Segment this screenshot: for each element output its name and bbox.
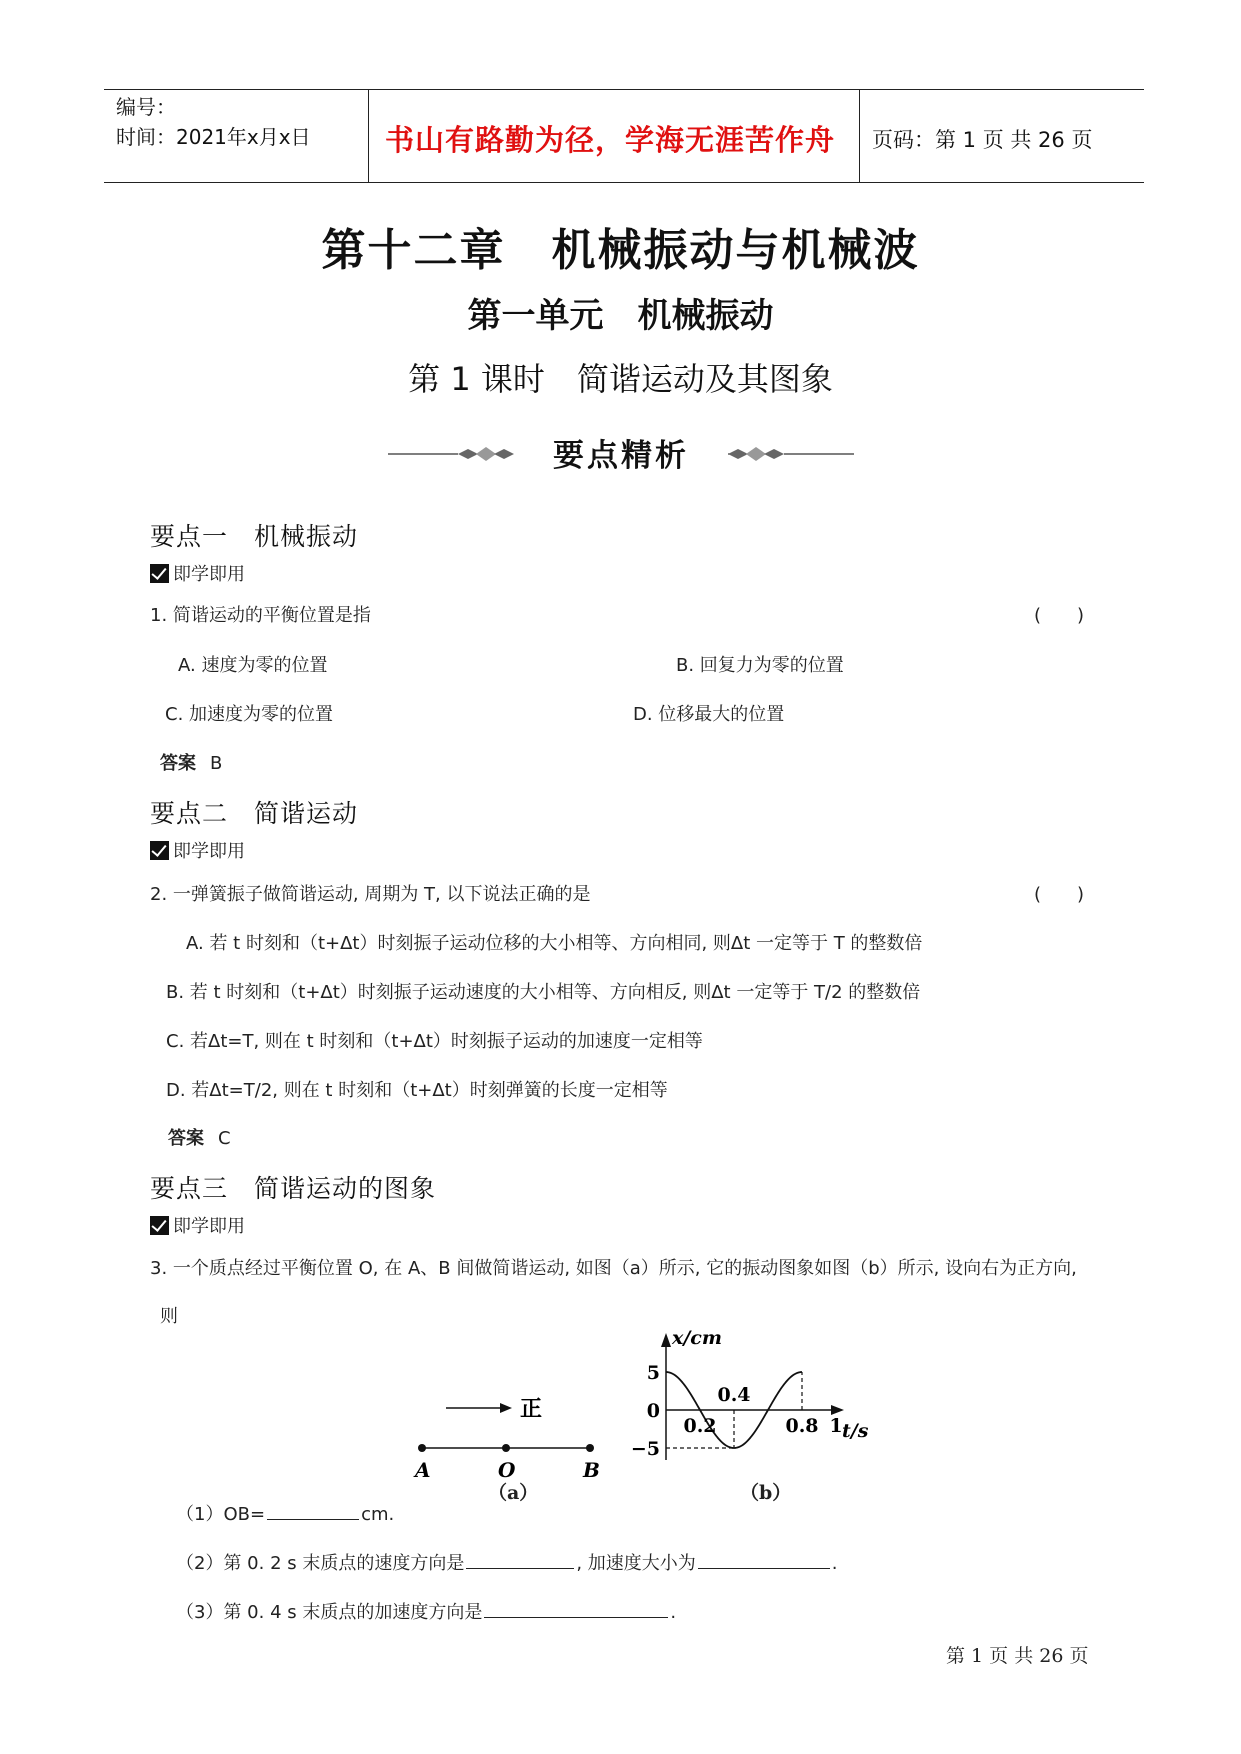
q2-answer-value: C bbox=[218, 1128, 231, 1149]
figure-b-chart bbox=[620, 1325, 870, 1475]
q1-option-a: A. 速度为零的位置 bbox=[178, 655, 328, 676]
q3-sub2-text: （2）第 0. 2 s 末质点的速度方向是 bbox=[176, 1553, 465, 1574]
figure-b-caption: （b） bbox=[740, 1482, 792, 1504]
checkbox-icon bbox=[150, 841, 169, 860]
practice-label-1 bbox=[150, 560, 245, 586]
q2-stem: 2. 一弹簧振子做简谐运动, 周期为 T, 以下说法正确的是 bbox=[150, 884, 591, 905]
banner-title: 要点精析 bbox=[553, 438, 689, 474]
point-B-dot bbox=[586, 1444, 594, 1452]
q1-option-d: D. 位移最大的位置 bbox=[633, 704, 785, 725]
q3-sub3-blank[interactable] bbox=[484, 1599, 668, 1618]
point-A-label: A bbox=[415, 1458, 431, 1482]
header-divider-right bbox=[859, 89, 860, 182]
q3-sub1-blank[interactable] bbox=[267, 1501, 359, 1520]
y-tick-label: 5 bbox=[646, 1362, 660, 1384]
q3-sub3 bbox=[176, 1598, 676, 1624]
q3-sub2 bbox=[176, 1549, 838, 1575]
q3-sub3-text: （3）第 0. 4 s 末质点的加速度方向是 bbox=[176, 1602, 483, 1623]
x-tick-label: 0.4 bbox=[717, 1384, 751, 1406]
q1-option-b: B. 回复力为零的位置 bbox=[676, 655, 844, 676]
x-axis-arrow bbox=[831, 1405, 844, 1415]
chapter-title: 第十二章 机械振动与机械波 bbox=[321, 225, 920, 276]
q2-option-a: A. 若 t 时刻和（t+Δt）时刻振子运动位移的大小相等、方向相同, 则Δt 一定等于 T 的整数倍 bbox=[186, 933, 923, 954]
x-axis-label: t/s bbox=[842, 1420, 869, 1442]
q3-sub2-blank-2[interactable] bbox=[698, 1550, 830, 1569]
q1-answer-value: B bbox=[210, 753, 223, 774]
q3-sub1 bbox=[176, 1500, 394, 1526]
point-O-label: O bbox=[498, 1458, 516, 1482]
y-axis-label: x/cm bbox=[672, 1327, 722, 1349]
q2-option-d: D. 若Δt=T/2, 则在 t 时刻和（t+Δt）时刻弹簧的长度一定相等 bbox=[166, 1080, 668, 1101]
q3-stem-line2: 则 bbox=[160, 1306, 178, 1327]
checkbox-icon bbox=[150, 1216, 169, 1235]
x-tick-label: 0.2 bbox=[683, 1415, 717, 1437]
q1-answer bbox=[160, 749, 222, 775]
practice-label-3 bbox=[150, 1212, 245, 1238]
section-heading-3: 要点三 简谐运动的图象 bbox=[150, 1174, 437, 1203]
q3-sub2-end: . bbox=[831, 1553, 838, 1574]
point-B-label: B bbox=[583, 1458, 600, 1482]
unit-title: 第一单元 机械振动 bbox=[467, 296, 774, 336]
header-top-rule bbox=[104, 89, 1144, 90]
answer-label: 答案 bbox=[168, 1128, 204, 1149]
q2-option-b: B. 若 t 时刻和（t+Δt）时刻振子运动速度的大小相等、方向相反, 则Δt 一定等于 T/2 的整数倍 bbox=[166, 982, 921, 1003]
lesson-title: 第 1 课时 简谐运动及其图象 bbox=[408, 360, 833, 398]
point-A-dot bbox=[418, 1444, 426, 1452]
y-axis-arrow bbox=[661, 1333, 671, 1347]
section-heading-1: 要点一 机械振动 bbox=[150, 522, 359, 551]
q2-answer-paren: ( ) bbox=[1034, 884, 1085, 905]
y-tick-label: 0 bbox=[646, 1400, 660, 1422]
q2-answer bbox=[168, 1124, 231, 1150]
point-O-dot bbox=[502, 1444, 510, 1452]
q3-sub1-unit: cm. bbox=[361, 1504, 395, 1525]
positive-direction-label: 正 bbox=[520, 1396, 543, 1422]
x-tick-label: 1 bbox=[829, 1415, 843, 1437]
page-footer: 第 1 页 共 26 页 bbox=[946, 1645, 1089, 1667]
section-banner bbox=[388, 430, 854, 474]
figure-a-caption: （a） bbox=[488, 1482, 539, 1504]
q3-sub1-text: （1）OB= bbox=[176, 1504, 266, 1525]
y-tick-label: −5 bbox=[630, 1438, 660, 1460]
header-meta bbox=[116, 92, 311, 152]
q3-sub2-mid: , 加速度大小为 bbox=[576, 1553, 696, 1574]
q3-stem-line1: 3. 一个质点经过平衡位置 O, 在 A、B 间做简谐运动, 如图（a）所示, 它的振动图象如图（b）所示, 设向右为正方向, bbox=[150, 1258, 1077, 1279]
x-tick-label: 0.8 bbox=[785, 1415, 819, 1437]
practice-text: 即学即用 bbox=[173, 1216, 245, 1237]
q3-sub3-end: . bbox=[670, 1602, 677, 1623]
practice-text: 即学即用 bbox=[173, 841, 245, 862]
header-motto: 书山有路勤为径，学海无涯苦作舟 bbox=[384, 123, 835, 157]
answer-label: 答案 bbox=[160, 753, 196, 774]
positive-arrow-head bbox=[500, 1403, 512, 1413]
time-label: 时间：2021年x月x日 bbox=[116, 125, 311, 149]
q1-stem: 1. 简谐运动的平衡位置是指 bbox=[150, 605, 371, 626]
section-heading-2: 要点二 简谐运动 bbox=[150, 799, 359, 828]
q3-sub2-blank-1[interactable] bbox=[466, 1550, 574, 1569]
practice-text: 即学即用 bbox=[173, 564, 245, 585]
serial-label: 编号： bbox=[116, 95, 176, 119]
header-bottom-rule bbox=[104, 182, 1144, 183]
q2-option-c: C. 若Δt=T, 则在 t 时刻和（t+Δt）时刻振子运动的加速度一定相等 bbox=[166, 1031, 703, 1052]
checkbox-icon bbox=[150, 564, 169, 583]
header-divider-left bbox=[368, 89, 369, 182]
practice-label-2 bbox=[150, 837, 245, 863]
header-page-info: 页码：第 1 页 共 26 页 bbox=[872, 128, 1093, 152]
q1-answer-paren: ( ) bbox=[1034, 605, 1085, 626]
q1-option-c: C. 加速度为零的位置 bbox=[165, 704, 334, 725]
